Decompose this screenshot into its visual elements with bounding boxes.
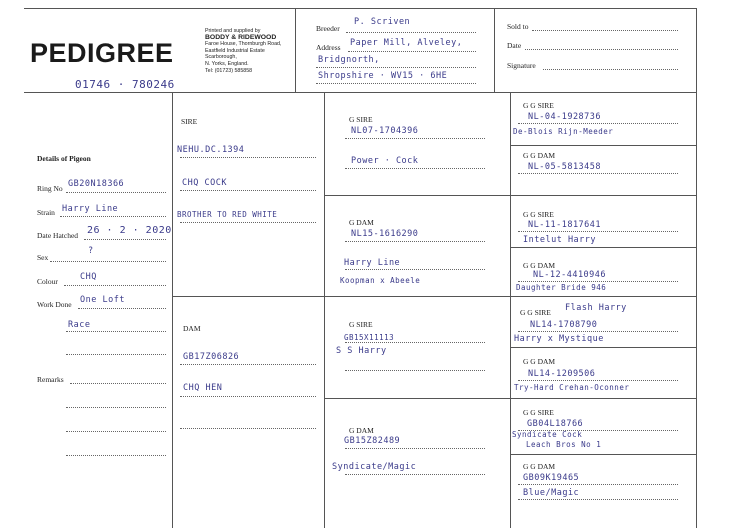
ggs4-note2[interactable]: Leach Bros No 1 — [526, 440, 602, 449]
ggs-divider-1 — [510, 145, 696, 146]
ggd1-label: G G DAM — [523, 151, 556, 160]
date-dots[interactable] — [525, 49, 678, 50]
breeder-dots — [346, 32, 476, 33]
gdam1-note2[interactable]: Koopman x Abeele — [340, 276, 421, 285]
gdam1-ring[interactable]: NL15-1616290 — [351, 229, 419, 239]
address-value-2[interactable]: Bridgnorth, — [318, 55, 380, 65]
ggd4-ring-dots — [518, 484, 678, 485]
remarks-dots-2[interactable] — [66, 407, 166, 408]
sire-label: SIRE — [181, 117, 198, 126]
address-label: Address — [316, 43, 341, 52]
right-border — [696, 8, 697, 528]
printer-address-3: Scarborough, — [205, 54, 237, 61]
ggs-divider-3 — [510, 347, 696, 348]
header-vline-2 — [494, 8, 495, 92]
gsire2-ring-dots — [345, 342, 485, 343]
address-dots-3 — [316, 83, 476, 84]
colour-value[interactable]: CHQ — [80, 272, 97, 282]
ggs2-ring-dots — [518, 231, 678, 232]
sex-value[interactable]: ? — [88, 246, 94, 256]
strain-label: Strain — [37, 208, 55, 217]
gsire1-gdam1-divider — [324, 195, 696, 196]
work-done-label: Work Done — [37, 300, 72, 309]
ggs3-label: G G SIRE — [520, 308, 551, 317]
page-title: PEDIGREE — [30, 38, 174, 68]
date-hatched-label: Date Hatched — [37, 231, 79, 240]
sire-ring[interactable]: NEHU.DC.1394 — [177, 145, 245, 155]
gdam2-ring[interactable]: GB15Z82489 — [344, 436, 401, 446]
ggd4-note-dots — [518, 499, 678, 500]
gdam2-label: G DAM — [349, 426, 374, 435]
gdam2-note[interactable]: Syndicate/Magic — [332, 462, 417, 472]
gsire2-ring[interactable]: GB15X11113 — [344, 333, 395, 342]
ggs3-note[interactable]: Harry x Mystique — [514, 334, 604, 344]
colour-label: Colour — [37, 277, 58, 286]
ggs2-ring[interactable]: NL-11-1817641 — [528, 220, 602, 230]
ggd2-note[interactable]: Daughter Bride 946 — [516, 283, 607, 292]
sire-note[interactable]: BROTHER TO RED WHITE — [177, 210, 278, 219]
header-divider — [24, 92, 696, 93]
printer-info — [205, 28, 295, 74]
sold-to-dots[interactable] — [532, 30, 678, 31]
printer-address-2: Eastfield Industrial Estate — [205, 47, 265, 54]
ring-label: Ring No — [37, 184, 63, 193]
ggs4-label: G G SIRE — [523, 408, 554, 417]
header-vline-1 — [295, 8, 296, 92]
ggd2-ring-dots — [518, 281, 678, 282]
strain-value[interactable]: Harry Line — [62, 204, 119, 214]
work-done-dots-3 — [66, 354, 166, 355]
ggs-divider-4 — [510, 454, 696, 455]
gsire1-ring-dots — [345, 138, 485, 139]
breeder-value[interactable]: P. Scriven — [354, 17, 411, 27]
ggs1-note[interactable]: De-Blois Rijn-Meeder — [513, 127, 614, 136]
gdam1-note-dots — [345, 269, 485, 270]
strain-dots — [60, 216, 166, 217]
ggs3-ring[interactable]: NL14-1708790 — [530, 320, 598, 330]
work-done-dots — [78, 308, 166, 309]
dam-label: DAM — [183, 324, 201, 333]
address-value-1[interactable]: Paper Mill, Alveley, — [350, 38, 463, 48]
printer-name: BODDY & RIDEWOOD — [205, 33, 277, 41]
work-done-value[interactable]: One Loft — [80, 295, 125, 305]
remarks-dots-4[interactable] — [66, 455, 166, 456]
date-label: Date — [507, 41, 522, 50]
gsire1-label: G SIRE — [349, 115, 373, 124]
remarks-dots-3[interactable] — [66, 431, 166, 432]
details-heading: Details of Pigeon — [37, 154, 91, 163]
dam-colour-dots — [180, 396, 316, 397]
gdam1-ring-dots — [345, 241, 485, 242]
ggd3-ring[interactable]: NL14-1209506 — [528, 369, 596, 379]
work-done-value-2[interactable]: Race — [68, 320, 91, 330]
work-done-dots-2 — [66, 331, 166, 332]
ggs3-extra[interactable]: Flash Harry — [565, 303, 627, 313]
address-value-3[interactable]: Shropshire · WV15 · 6HE — [318, 71, 448, 81]
signature-dots[interactable] — [543, 69, 678, 70]
address-dots-2 — [316, 67, 476, 68]
sire-colour-dots — [180, 190, 316, 191]
gdam1-note[interactable]: Harry Line — [344, 258, 401, 268]
ring-value[interactable]: GB20N18366 — [68, 179, 125, 189]
gsire-vline — [510, 92, 511, 528]
ggs1-ring-dots — [518, 123, 678, 124]
remarks-dots-1[interactable] — [70, 383, 166, 384]
dam-dots-3 — [180, 428, 316, 429]
sire-vline — [324, 92, 325, 528]
sex-dots — [50, 261, 166, 262]
ggs2-label: G G SIRE — [523, 210, 554, 219]
breeder-label: Breeder — [316, 24, 340, 33]
ggd1-ring[interactable]: NL-05-5813458 — [528, 162, 602, 172]
ggs4-ring[interactable]: GB04L18766 — [527, 419, 584, 429]
ggd2-label: G G DAM — [523, 261, 556, 270]
ggs4-note[interactable]: Syndicate Cock — [512, 430, 583, 439]
gsire2-note[interactable]: S S Harry — [336, 346, 387, 356]
ggd2-ring[interactable]: NL-12-4410946 — [533, 270, 607, 280]
gsire1-ring[interactable]: NL07-1704396 — [351, 126, 419, 136]
gsire1-note-dots — [345, 168, 485, 169]
address-dots-1 — [348, 51, 476, 52]
sold-to-label: Sold to — [507, 22, 529, 31]
remarks-label: Remarks — [37, 375, 64, 384]
date-hatched-dots — [84, 239, 166, 240]
ring-dots — [66, 192, 166, 193]
dam-ring-dots — [180, 364, 316, 365]
phone-number: 01746 · 780246 — [75, 78, 175, 91]
ggs3-ring-dots — [518, 331, 678, 332]
gsire2-gdam2-divider — [324, 398, 696, 399]
ggd1-ring-dots — [518, 173, 678, 174]
sire-dam-divider — [172, 296, 696, 297]
ggs1-ring[interactable]: NL-04-1928736 — [528, 112, 602, 122]
ggd4-note[interactable]: Blue/Magic — [523, 488, 580, 498]
printer-address-4: N. Yorks, England. — [205, 60, 249, 67]
printer-line1: Printed and supplied by — [205, 28, 261, 34]
sire-colour[interactable]: CHQ COCK — [182, 178, 227, 188]
ggd4-label: G G DAM — [523, 462, 556, 471]
dam-colour[interactable]: CHQ HEN — [183, 383, 223, 393]
printer-tel: Tel: (01723) 585858 — [205, 67, 253, 74]
ggd3-ring-dots — [518, 380, 678, 381]
gdam2-note-dots — [345, 474, 485, 475]
details-vline — [172, 92, 173, 528]
ggs-divider-2 — [510, 247, 696, 248]
gsire1-note[interactable]: Power · Cock — [351, 156, 419, 166]
dam-ring[interactable]: GB17Z06826 — [183, 352, 240, 362]
ggd4-ring[interactable]: GB09K19465 — [523, 473, 580, 483]
gsire2-label: G SIRE — [349, 320, 373, 329]
sire-ring-dots — [180, 157, 316, 158]
sire-note-dots — [180, 222, 316, 223]
gdam1-label: G DAM — [349, 218, 374, 227]
top-border — [24, 8, 696, 9]
ggd3-label: G G DAM — [523, 357, 556, 366]
gdam2-ring-dots — [345, 448, 485, 449]
colour-dots — [64, 285, 166, 286]
gsire2-note-dots — [345, 370, 485, 371]
printer-address-1: Faroe House, Thornburgh Road, — [205, 41, 282, 48]
sex-label: Sex — [37, 253, 49, 262]
ggd3-note[interactable]: Try-Hard Crehan-Oconner — [514, 383, 630, 392]
ggs1-label: G G SIRE — [523, 101, 554, 110]
date-hatched-value[interactable]: 26 · 2 · 2020 — [87, 225, 172, 236]
ggs2-note[interactable]: Intelut Harry — [523, 235, 597, 245]
signature-label: Signature — [507, 61, 536, 70]
